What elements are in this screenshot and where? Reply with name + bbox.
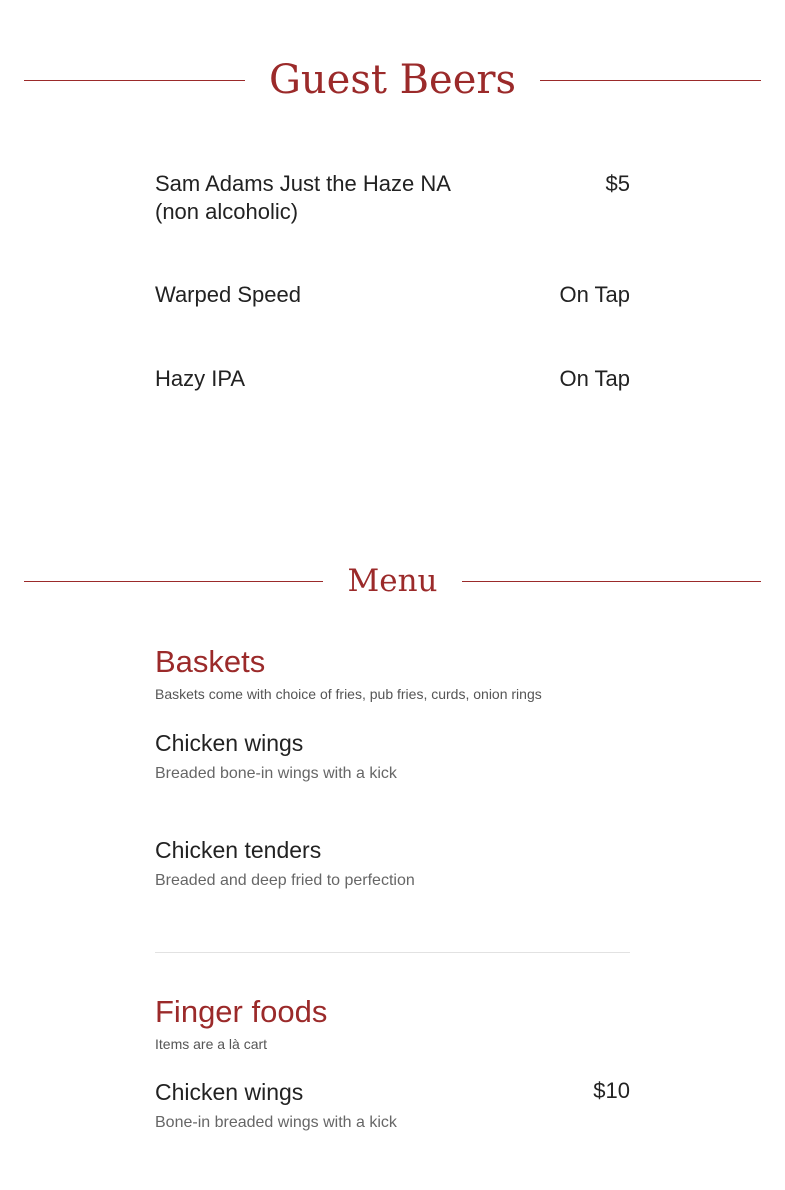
beer-name: Hazy IPA xyxy=(155,366,246,391)
item-description: Bone-in breaded wings with a kick xyxy=(155,1114,397,1131)
menu-title: Menu xyxy=(347,563,438,599)
menu-header xyxy=(24,563,761,599)
beer-name: Sam Adams Just the Haze NA (non alcoholic) xyxy=(155,171,450,224)
guest-beers-header xyxy=(24,57,761,103)
header-rule-left xyxy=(24,80,245,81)
menu-item xyxy=(155,1078,630,1132)
category-description: Items are a là cart xyxy=(155,1036,268,1052)
beer-price: $5 xyxy=(605,171,630,196)
menu-item xyxy=(155,836,630,890)
guest-beers-title: Guest Beers xyxy=(268,57,517,103)
item-description: Breaded bone-in wings with a kick xyxy=(155,765,397,782)
category-description: Baskets come with choice of fries, pub fries, curds, onion rings xyxy=(155,686,542,702)
header-rule-left xyxy=(24,581,323,582)
beer-row xyxy=(155,170,630,226)
item-name: Chicken tenders xyxy=(155,837,322,863)
item-description: Breaded and deep fried to perfection xyxy=(155,872,415,889)
beer-price: On Tap xyxy=(559,282,630,307)
beer-row xyxy=(155,365,630,393)
item-price: $10 xyxy=(593,1078,630,1103)
category-finger-foods xyxy=(155,994,630,1052)
header-rule-right xyxy=(540,80,761,81)
menu-item xyxy=(155,729,630,783)
item-name: Chicken wings xyxy=(155,1079,304,1105)
category-title: Baskets xyxy=(155,644,266,679)
category-title: Finger foods xyxy=(155,994,328,1029)
beer-price: On Tap xyxy=(559,366,630,391)
item-name: Chicken wings xyxy=(155,730,304,756)
category-divider xyxy=(155,952,630,953)
beer-row xyxy=(155,281,630,309)
beer-name: Warped Speed xyxy=(155,282,301,307)
header-rule-right xyxy=(462,581,761,582)
category-baskets xyxy=(155,644,630,702)
